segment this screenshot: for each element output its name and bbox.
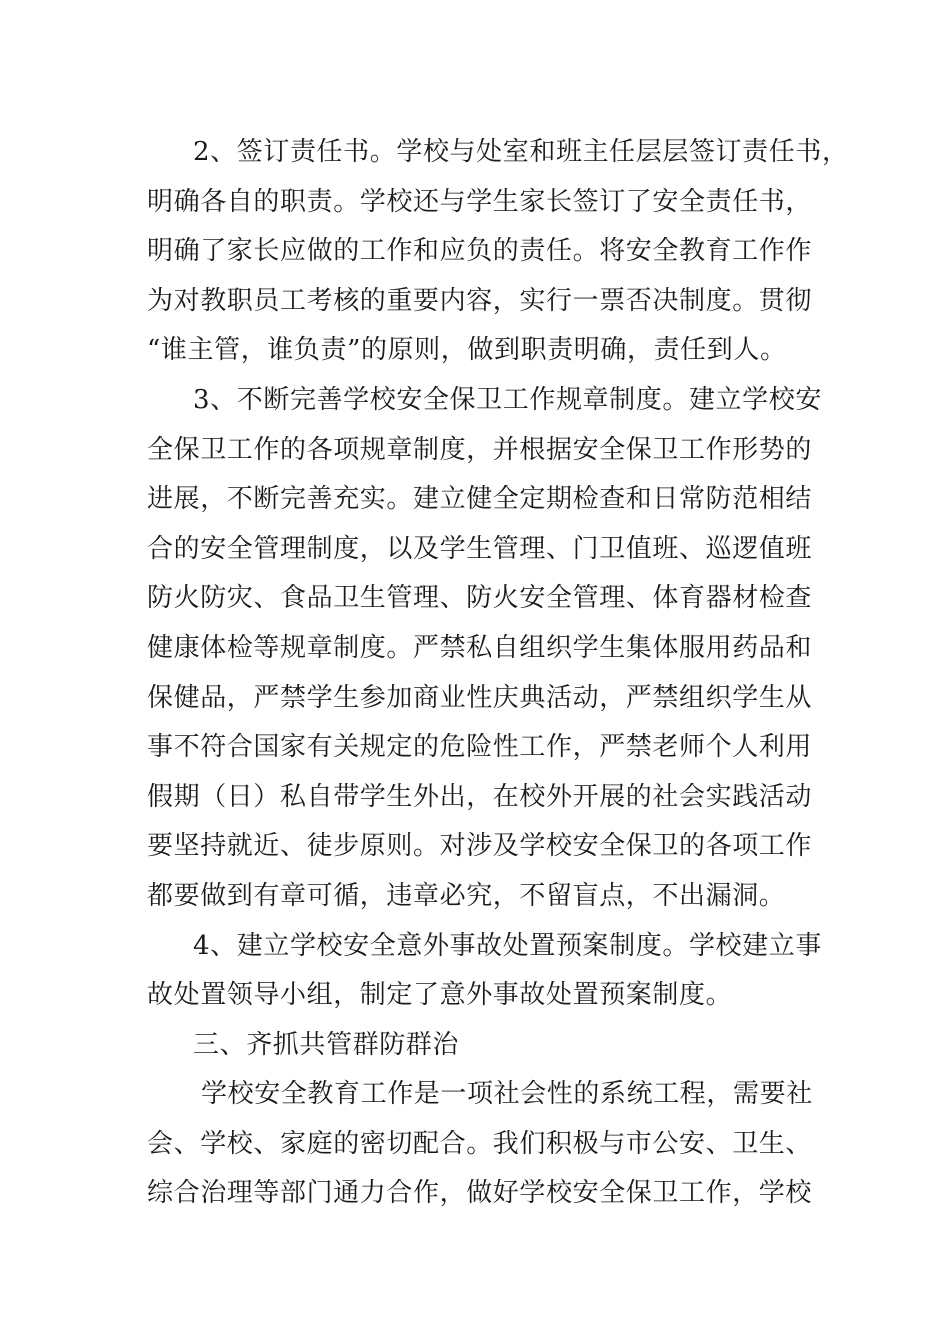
paragraph-5-line-2: 会、学校、家庭的密切配合。我们积极与市公安、卫生、 [147, 1128, 813, 1159]
paragraph-3-line-4: 合的安全管理制度，以及学生管理、门卫值班、巡逻值班 [147, 533, 813, 564]
paragraph-5-line-3: 综合治理等部门通力合作，做好学校安全保卫工作，学校 [147, 1178, 813, 1209]
paragraph-3-line-2: 全保卫工作的各项规章制度，并根据安全保卫工作形势的 [147, 434, 813, 465]
paragraph-2-line-5: “谁主管，谁负责”的原则，做到职责明确，责任到人。 [147, 335, 787, 366]
paragraph-3-line-1: 3、不断完善学校安全保卫工作规章制度。建立学校安 [193, 384, 822, 415]
paragraph-3-line-9: 假期（日）私自带学生外出，在校外开展的社会实践活动 [147, 781, 813, 812]
paragraph-5-line-1: 学校安全教育工作是一项社会性的系统工程，需要社 [201, 1079, 813, 1110]
paragraph-2-line-2: 明确各自的职责。学校还与学生家长签订了安全责任书， [147, 186, 813, 217]
paragraph-3-line-10: 要坚持就近、徒步原则。对涉及学校安全保卫的各项工作 [147, 831, 813, 862]
document-body [147, 128, 847, 1219]
paragraph-3-line-11: 都要做到有章可循，违章必究，不留盲点，不出漏洞。 [147, 880, 786, 911]
paragraph-3-line-3: 进展，不断完善充实。建立健全定期检查和日常防范相结 [147, 484, 813, 515]
paragraph-4-line-2: 故处置领导小组，制定了意外事故处置预案制度。 [147, 980, 733, 1011]
paragraph-4-line-1: 4、建立学校安全意外事故处置预案制度。学校建立事 [193, 930, 822, 961]
paragraph-3-line-7: 保健品，严禁学生参加商业性庆典活动，严禁组织学生从 [147, 682, 813, 713]
section-heading-3: 三、齐抓共管群防群治 [193, 1029, 460, 1060]
paragraph-2-line-3: 明确了家长应做的工作和应负的责任。将安全教育工作作 [147, 236, 813, 267]
paragraph-3-line-8: 事不符合国家有关规定的危险性工作，严禁老师个人利用 [147, 732, 813, 763]
paragraph-2-line-4: 为对教职员工考核的重要内容，实行一票否决制度。贯彻 [147, 285, 813, 316]
paragraph-3-line-6: 健康体检等规章制度。严禁私自组织学生集体服用药品和 [147, 632, 813, 663]
paragraph-2-line-1: 2、签订责任书。学校与处室和班主任层层签订责任书， [193, 137, 849, 167]
paragraph-3-line-5: 防火防灾、食品卫生管理、防火安全管理、体育器材检查 [147, 583, 813, 614]
